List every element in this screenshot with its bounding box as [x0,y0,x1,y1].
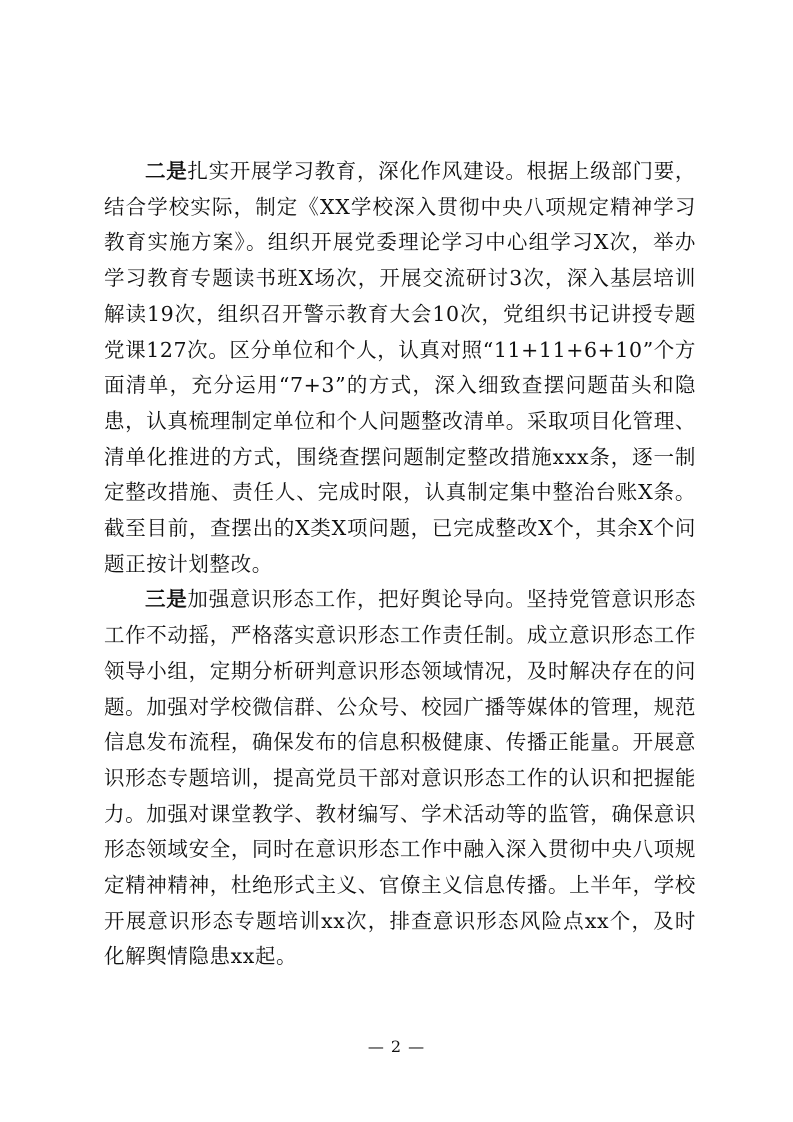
page-number: — 2 — [367,1037,426,1056]
paragraph-text: 加强意识形态工作，把好舆论导向。坚持党管意识形态工作不动摇，严格落实意识形态工作责任制。成立意识形态工作领导小组，定期分析研判意识形态领域情况，及时解决存在的问题。加强对学校微信群、公众号、校园广播等媒体的管理，规范信息发布流程，确保发布的信息积极健康、传播正能量。开展意识形态专题培训，提高党员干部对意识形态工作的认识和把握能力。加强对课堂教学、教材编写、学术活动等的监管，确保意识形态领域安全，同时在意识形态工作中融入深入贯彻中央八项规定精神精神，杜绝形式主义、官僚主义信息传播。上半年，学校开展意识形态专题培训xx次，排查意识形态风险点xx个，及时化解舆情隐患xx起。 [104,587,697,969]
paragraph-text: 扎实开展学习教育，深化作风建设。根据上级部门要，结合学校实际，制定《XX学校深入贯彻中央八项规定精神学习教育实施方案》。组织开展党委理论学习中心组学习X次，举办学习教育专题读书班X场次，开展交流研讨3次，深入基层培训解读19次，组织召开警示教育大会10次，党组织书记讲授专题党课127次。区分单位和个人，认真对照“11+11+6+10”个方面清单，充分运用“7+3”的方式，深入细致查摆问题苗头和隐患，认真梳理制定单位和个人问题整改清单。采取项目化管理、清单化推进的方式，围绕查摆问题制定整改措施xxx条，逐一制定整改措施、责任人、完成时限，认真制定集中整治台账X条。截至目前，查摆出的X类X项问题，已完成整改X个，其余X个问题正按计划整改。 [104,159,697,576]
document-body [104,154,696,975]
paragraph-lead: 三是 [145,587,188,612]
paragraph-lead: 二是 [145,159,188,183]
paragraph-ideology-work [104,582,696,975]
paragraph-study-education [104,154,696,582]
